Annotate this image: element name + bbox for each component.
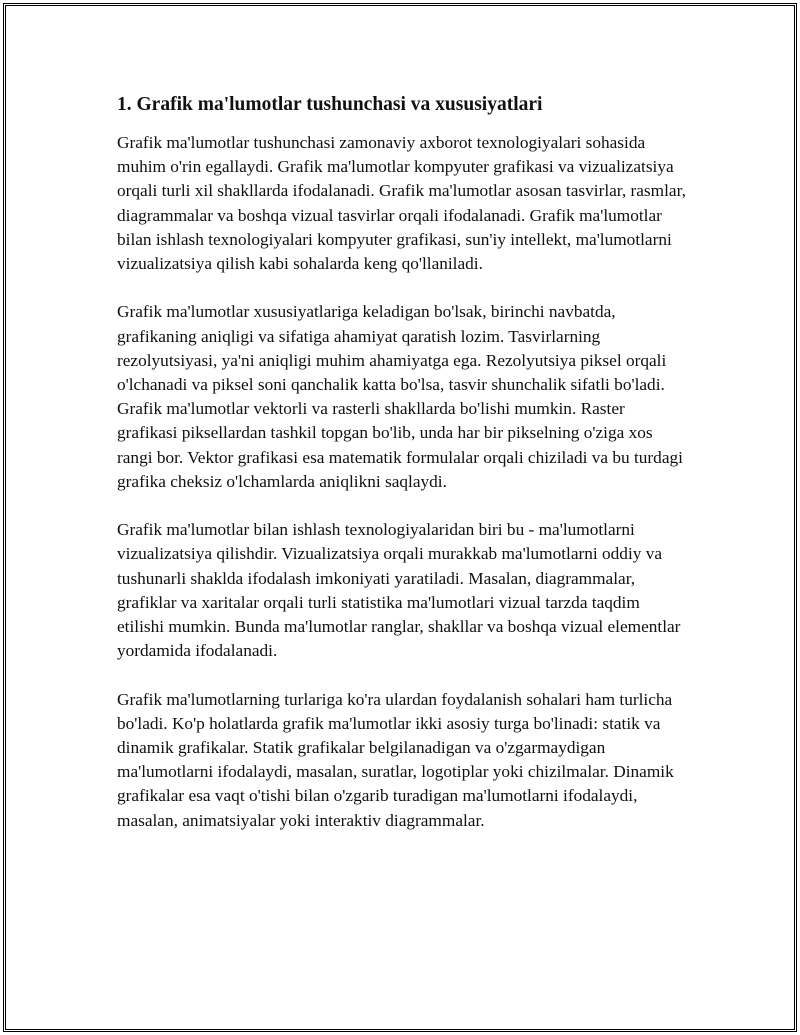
paragraph-types: Grafik ma'lumotlarning turlariga ko'ra ulardan foydalanish sohalari ham turlicha bo'ladi. Ko'p holatlarda grafik ma'lumotlar ikki asosiy turga bo'linadi: statik va dinamik grafikalar. Statik grafikalar belgilanadigan va o'zgarmaydigan ma'lumotlarni ifodalaydi, masalan, suratlar, logotiplar yoki chizilmalar. Dinamik grafikalar esa vaqt o'tishi bilan o'zgarib turadigan ma'lumotlarni ifodalaydi, masalan, animatsiyalar yoki interaktiv diagrammalar. [117, 689, 674, 830]
paragraph-visualization: Grafik ma'lumotlar bilan ishlash texnologiyalaridan biri bu - ma'lumotlarni vizualizatsiya qilishdir. Vizualizatsiya orqali murakkab ma'lumotlarni oddiy va tushunarli shaklda ifodalash imkoniyati yaratiladi. Masalan, diagrammalar, grafiklar va xaritalar orqali turli statistika ma'lumotlari vizual tarzda taqdim etilishi mumkin. Bunda ma'lumotlar ranglar, shakllar va boshqa vizual elementlar yordamida ifodalanadi. [117, 520, 681, 661]
section-heading: 1. Grafik ma'lumotlar tushunchasi va xususiyatlari [117, 94, 543, 115]
paragraph-properties: Grafik ma'lumotlar xususiyatlariga keladigan bo'lsak, birinchi navbatda, grafikaning aniqligi va sifatiga ahamiyat qaratish lozim. Tasvirlarning rezolyutsiyasi, ya'ni aniqligi muhim ahamiyatga ega. Rezolyutsiya piksel orqali o'lchanadi va piksel soni qanchalik katta bo'lsa, tasvir shunchalik sifatli bo'ladi. Grafik ma'lumotlar vektorli va rasterli shakllarda bo'lishi mumkin. Raster grafikasi piksellardan tashkil topgan bo'lib, unda har bir pikselning o'ziga xos rangi bor. Vektor grafikasi esa matematik formulalar orqali chiziladi va bu turdagi grafika cheksiz o'lchamlarda aniqlikni saqlaydi. [117, 302, 683, 491]
paragraph-intro: Grafik ma'lumotlar tushunchasi zamonaviy axborot texnologiyalari sohasida muhim o'rin egallaydi. Grafik ma'lumotlar kompyuter grafikasi va vizualizatsiya orqali turli xil shakllarda ifodalanadi. Grafik ma'lumotlar asosan tasvirlar, rasmlar, diagrammalar va boshqa vizual tasvirlar orqali ifodalanadi. Grafik ma'lumotlar bilan ishlash texnologiyalari kompyuter grafikasi, sun'iy intellekt, ma'lumotlarni vizualizatsiya qilish kabi sohalarda keng qo'llaniladi. [117, 133, 686, 274]
document-body [117, 92, 687, 857]
